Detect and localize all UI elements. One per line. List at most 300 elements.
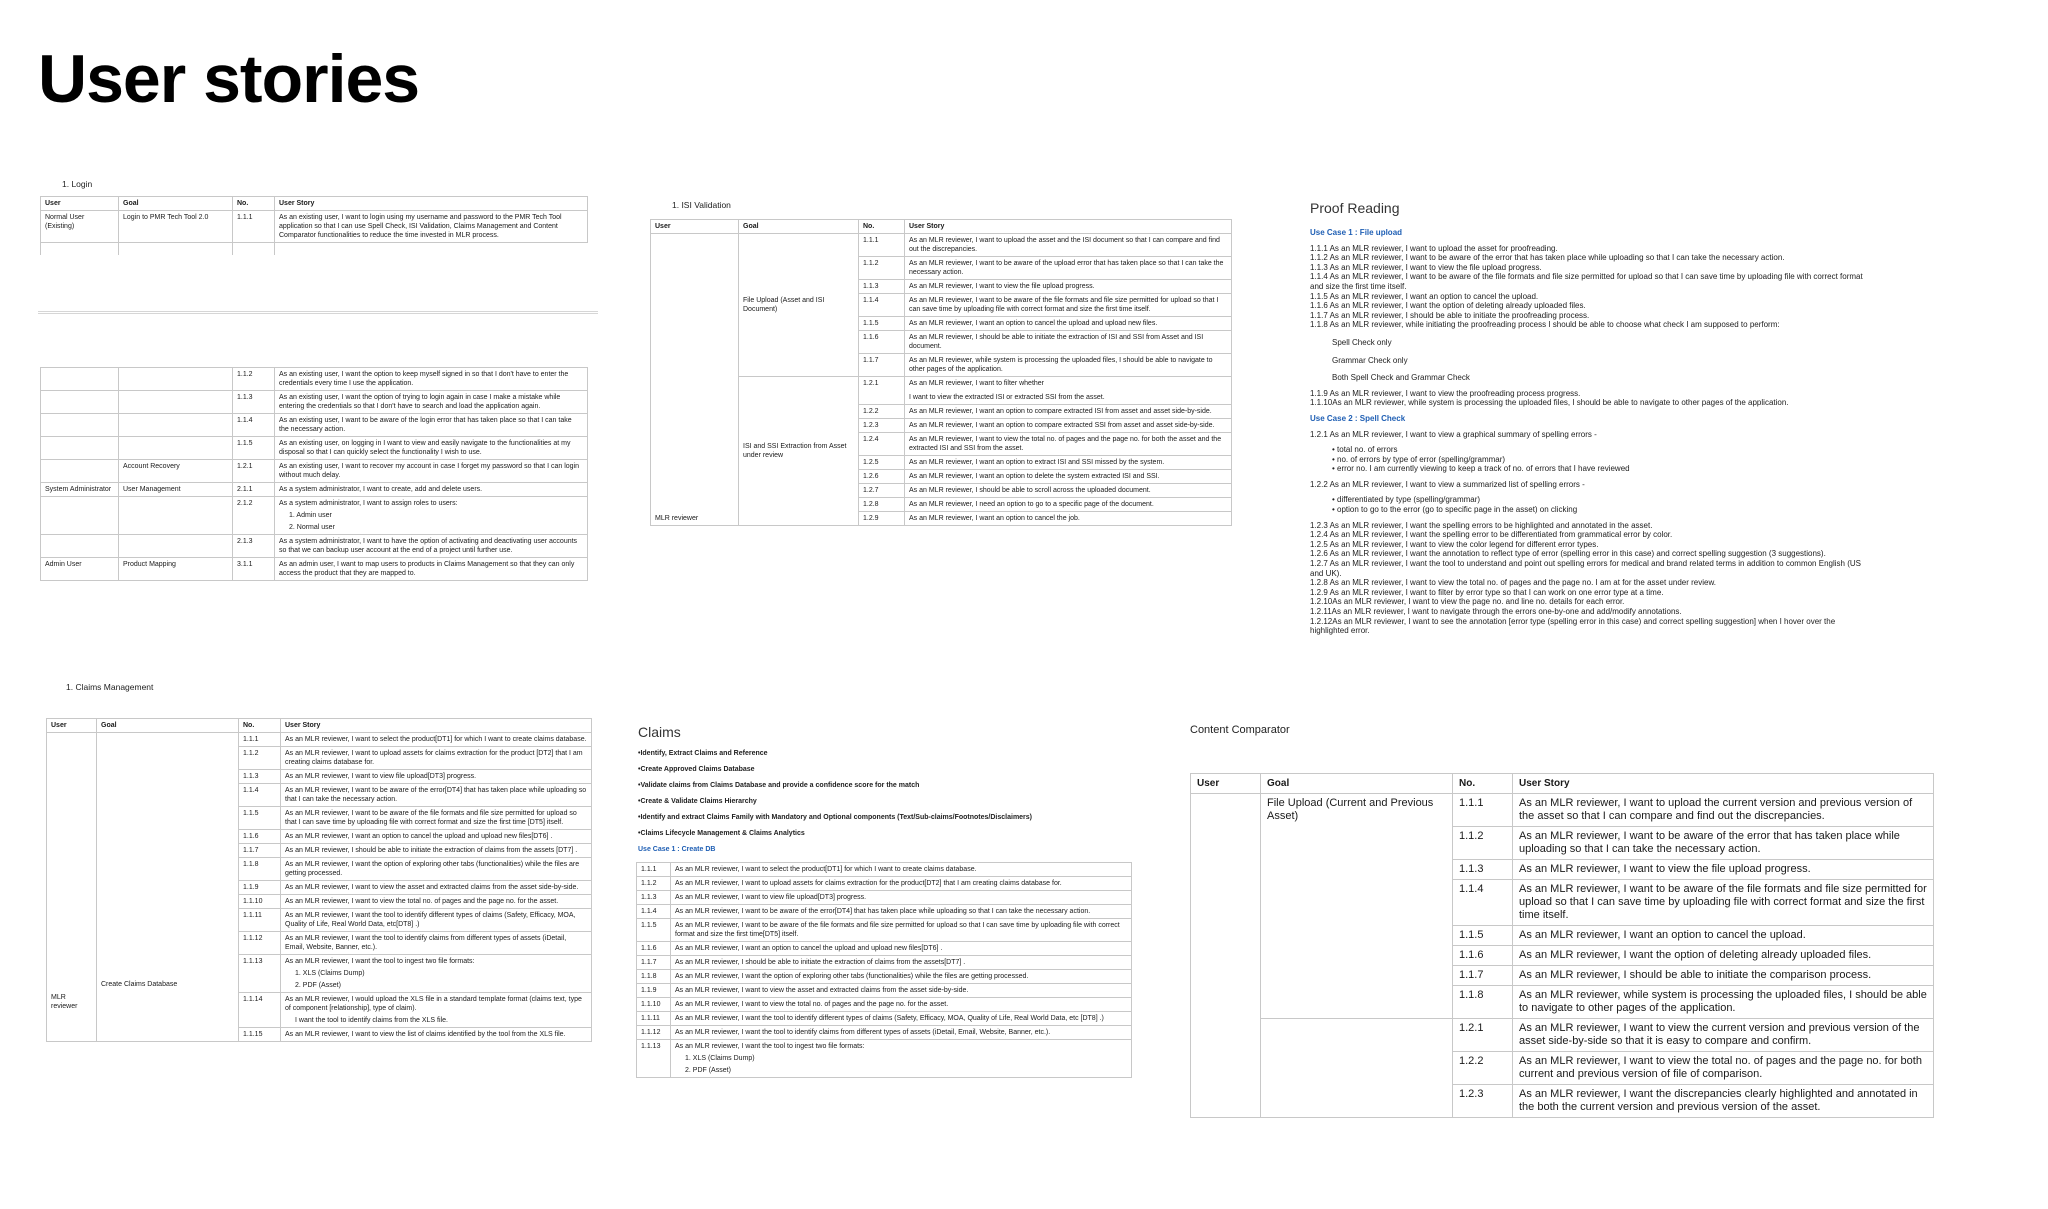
table-row (651, 234, 1232, 257)
user-story-cell (671, 998, 1132, 1012)
story-number-cell: 2.1.2 (233, 497, 275, 535)
user-story-cell (281, 858, 592, 881)
story-number-cell: 1.1.5 (637, 919, 671, 942)
story-line: 1.2.7 As an MLR reviewer, I want the tool to understand and point out spelling errors for medical and brand related terms in addition to common English (US and UK). (1310, 559, 1861, 578)
check-option: Spell Check only (1332, 337, 1392, 347)
claims-bullet: •Identify, Extract Claims and Reference (638, 750, 768, 757)
table-row (1191, 794, 1934, 827)
story-number-cell: 1.1.15 (239, 1028, 281, 1042)
login-table-bottom (40, 367, 588, 581)
story-number-cell: 1.2.1 (859, 377, 905, 405)
user-story-text: As an MLR reviewer, I want to view the file upload progress. (909, 283, 1095, 290)
col-no: No. (859, 220, 905, 234)
use-case-heading: Use Case 2 : Spell Check (1310, 413, 1406, 423)
user-story-cell (275, 414, 588, 437)
claims-mgmt-heading: 1. Claims Management (66, 682, 154, 692)
col-goal: Goal (1261, 774, 1453, 794)
user-story-text: As an MLR reviewer, I want to filter whether (909, 380, 1044, 387)
col-user: User (1191, 774, 1261, 794)
bullet-line: • differentiated by type (spelling/grammar) (1332, 495, 1481, 505)
goal-cell (119, 497, 233, 535)
user-story-cell (281, 807, 592, 830)
story-line: 1.2.5 As an MLR reviewer, I want to view the color legend for different error types. (1310, 539, 1599, 549)
goal-cell: Account Recovery (119, 460, 233, 483)
story-line: 1.2.11As an MLR reviewer, I want to navigate through the errors one-by-one and add/modify annotations. (1310, 607, 1682, 616)
user-story-subitem: 1. Admin user (289, 512, 332, 519)
user-story-text: As an MLR reviewer, I want to select the product[DT1] for which I want to create claims database. (675, 866, 977, 873)
bullet-line: • no. of errors by type of error (spelling/grammar) (1332, 454, 1506, 464)
user-story-text: As an MLR reviewer, I want to view the current version and previous version of the asset side-by-side so that it is easy to compare and confirm. (1519, 1022, 1920, 1047)
goal-cell: User Management (119, 483, 233, 497)
story-line: 1.1.3 As an MLR reviewer, I want to view the file upload progress. (1310, 262, 1542, 272)
user-story-text: As an MLR reviewer, I want an option to cancel the upload. (1519, 929, 1806, 941)
story-line: 1.1.5 As an MLR reviewer, I want an option to cancel the upload. (1310, 291, 1539, 301)
table-row (637, 1040, 1132, 1078)
table-row (637, 998, 1132, 1012)
use-case-heading: Use Case 1 : Create DB (638, 846, 716, 853)
story-number-cell: 1.1.4 (233, 414, 275, 437)
user-story-cell (275, 483, 588, 497)
story-line: 1.2.4 As an MLR reviewer, I want the spelling error to be differentiated from grammatical error by color. (1310, 530, 1673, 540)
user-story-cell (905, 512, 1232, 526)
user-story-cell (905, 234, 1232, 257)
story-line: 1.1.10As an MLR reviewer, while system is processing the uploaded files, I should be able to navigate to other pages of the application. (1310, 398, 1789, 408)
story-number-cell: 1.2.6 (859, 470, 905, 484)
story-number-cell: 1.1.2 (239, 747, 281, 770)
user-cell: MLR reviewer (47, 733, 97, 1042)
goal-cell: Login to PMR Tech Tool 2.0 (119, 211, 233, 243)
user-cell (41, 368, 119, 391)
story-number-cell: 1.1.1 (239, 733, 281, 747)
proof-reading-title: Proof Reading (1310, 200, 1400, 216)
user-story-cell (1513, 926, 1934, 946)
story-number-cell: 1.1.4 (637, 905, 671, 919)
table-row (1191, 1019, 1934, 1052)
story-number-cell: 1.2.1 (233, 460, 275, 483)
story-line: 1.2.12As an MLR reviewer, I want to see the annotation [error type (spelling error in this case) and correct spelling suggestion] when I hover over the highlighted error. (1310, 616, 1836, 636)
user-story-text: As an MLR reviewer, I want an option to cancel the upload and upload new files[DT6] . (285, 833, 553, 840)
story-number-cell: 1.2.2 (1453, 1052, 1513, 1085)
user-story-cell (671, 863, 1132, 877)
story-number-cell: 1.1.3 (637, 891, 671, 905)
user-story-cell (1513, 946, 1934, 966)
story-number-cell: 1.1.6 (859, 331, 905, 354)
claims-bullet: •Create Approved Claims Database (638, 766, 755, 773)
user-story-text: As an MLR reviewer, I want to view the asset and extracted claims from the asset side-by-side. (285, 884, 579, 891)
user-story-cell (281, 955, 592, 993)
user-story-cell (281, 895, 592, 909)
user-story-cell (281, 784, 592, 807)
user-story-cell (671, 1012, 1132, 1026)
check-option: Both Spell Check and Grammar Check (1332, 373, 1470, 383)
user-story-cell (281, 770, 592, 784)
story-number-cell: 1.1.6 (637, 942, 671, 956)
goal-cell: Create Claims Database (97, 733, 239, 1042)
table-row (637, 905, 1132, 919)
user-story-text: As an MLR reviewer, I need an option to go to a specific page of the document. (909, 501, 1154, 508)
table-row (41, 460, 588, 483)
user-story-cell (275, 437, 588, 460)
user-story-cell (671, 1040, 1132, 1078)
user-story-cell (1513, 1085, 1934, 1118)
user-story-cell (1513, 986, 1934, 1019)
user-story-cell (281, 881, 592, 895)
story-number-cell: 1.1.5 (859, 317, 905, 331)
user-story-cell (905, 498, 1232, 512)
user-story-text: As an MLR reviewer, I want to be aware of the error[DT4] that has taken place while uploading so that I can take the necessary action. (675, 908, 1091, 915)
user-story-cell (275, 211, 588, 243)
user-cell (41, 414, 119, 437)
user-story-cell (281, 830, 592, 844)
user-story-text: As an MLR reviewer, I want to be aware of the file formats and file size permitted for upload so that I can save time by uploading file with correct format and size the first time itself. (1519, 883, 1927, 921)
user-story-cell (275, 497, 588, 535)
user-story-cell (905, 470, 1232, 484)
story-number-cell: 1.1.11 (239, 909, 281, 932)
table-row (41, 437, 588, 460)
user-cell (41, 460, 119, 483)
col-goal: Goal (739, 220, 859, 234)
user-cell: Admin User (41, 558, 119, 581)
user-story-text: As an MLR reviewer, I want to upload the asset and the ISI document so that I can compare and find out the discrepancies. (909, 237, 1220, 253)
user-story-text: As an MLR reviewer, I want an option to delete the system extracted ISI and SSI. (909, 473, 1160, 480)
user-story-text: As an MLR reviewer, I should be able to initiate the comparison process. (1519, 969, 1872, 981)
user-story-text: As an MLR reviewer, I want to view file upload[DT3] progress. (675, 894, 867, 901)
user-story-cell (671, 891, 1132, 905)
story-number-cell: 1.1.12 (239, 932, 281, 955)
story-number-cell: 1.2.2 (859, 405, 905, 419)
user-story-cell (281, 1028, 592, 1042)
user-story-cell (1513, 1019, 1934, 1052)
col-goal: Goal (119, 197, 233, 211)
page-title: User stories (38, 41, 420, 117)
user-story-text: As an existing user, I want to recover my account in case I forget my password so that I can login without much delay. (279, 463, 579, 479)
use-case-heading: Use Case 1 : File upload (1310, 228, 1403, 237)
user-story-cell (671, 919, 1132, 942)
user-story-text: As an MLR reviewer, I want the tool to identify claims from different types of assets (iDetail, Email, Website, Banner, etc.). (675, 1029, 1051, 1036)
user-story-text: As an existing user, I want the option of trying to login again in case I make a mistake while entering the credentials so that I don't have to search and load the application again. (279, 394, 561, 410)
user-cell (41, 497, 119, 535)
user-story-text: As an MLR reviewer, I want the option of exploring other tabs (functionalities) while the files are getting processed. (675, 973, 1029, 980)
table-row (41, 483, 588, 497)
table-row (637, 942, 1132, 956)
user-story-text: As an existing user, on logging in I want to view and easily navigate to the functionalities at my disposal so that I can quickly select the functionality I wish to use. (279, 440, 571, 456)
user-story-text: As a system administrator, I want to create, add and delete users. (279, 486, 483, 493)
story-line: 1.1.2 As an MLR reviewer, I want to be aware of the error that has taken place while uploading so that I can take the necessary action. (1310, 253, 1785, 263)
user-story-text: As an existing user, I want the option to keep myself signed in so that I don't have to enter the credentials every time I use the application. (279, 371, 569, 387)
content-comparator-table (1190, 773, 1934, 1118)
user-story-text: As an MLR reviewer, I want an option to cancel the job. (909, 515, 1080, 522)
story-number-cell: 1.1.8 (637, 970, 671, 984)
user-story-subitem: I want the tool to identify claims from the XLS file. (295, 1017, 448, 1024)
user-story-text: As an MLR reviewer, I want to view the file upload progress. (1519, 863, 1811, 875)
login-heading: 1. Login (62, 179, 93, 189)
proof-reading-body (1310, 222, 1870, 636)
goal-cell: Product Mapping (119, 558, 233, 581)
user-cell: System Administrator (41, 483, 119, 497)
user-story-text: As an MLR reviewer, I want to be aware of the error[DT4] that has taken place while uploading so that I can take the necessary action. (285, 787, 587, 803)
table-row (41, 211, 588, 243)
user-story-cell (671, 984, 1132, 998)
story-number-cell: 1.2.5 (859, 456, 905, 470)
story-number-cell: 1.1.14 (239, 993, 281, 1028)
user-story-text: As an MLR reviewer, I want to view the total no. of pages and the page no. for the asset. (285, 898, 559, 905)
story-line: 1.2.10As an MLR reviewer, I want to view the page no. and line no. details for each error. (1310, 597, 1625, 607)
col-user-story: User Story (1513, 774, 1934, 794)
user-story-cell (275, 368, 588, 391)
col-user: User (47, 719, 97, 733)
col-user: User (651, 220, 739, 234)
user-story-text: As an MLR reviewer, I should be able to initiate the extraction of ISI and SSI from Asset and ISI document. (909, 334, 1204, 350)
user-story-text: As an MLR reviewer, I want to be aware of the file formats and file size permitted for upload so that I can save time by uploading file with correct format and size the first time[DT5] itself. (675, 922, 1120, 938)
user-story-subitem: I want to view the extracted ISI or extracted SSI from the asset. (909, 394, 1105, 401)
user-story-text: As an MLR reviewer, I want to view file upload[DT3] progress. (285, 773, 477, 780)
story-number-cell: 1.1.10 (239, 895, 281, 909)
story-line: 1.1.7 As an MLR reviewer, I should be able to initiate the proofreading process. (1310, 310, 1590, 320)
user-story-cell (281, 733, 592, 747)
col-user-story: User Story (905, 220, 1232, 234)
user-story-cell (1513, 827, 1934, 860)
user-story-text: As an MLR reviewer, I would upload the XLS file in a standard template format (claims text, type of component [relationship], type of claim). (285, 996, 582, 1012)
user-story-text: As an MLR reviewer, I want the tool to identify different types of claims (Safety, Efficacy, MOA, Quality of Life, Real World Data, etc[DT8] .) (285, 912, 576, 928)
claims-bullet: •Create & Validate Claims Hierarchy (638, 798, 757, 805)
user-story-text: As an MLR reviewer, I want to upload assets for claims extraction for the product[DT2] that I am creating claims database for. (675, 880, 1062, 887)
table-row (637, 956, 1132, 970)
table-row (41, 497, 588, 535)
story-number-cell: 2.1.1 (233, 483, 275, 497)
story-number-cell: 1.1.1 (859, 234, 905, 257)
user-story-text: As an MLR reviewer, I want to be aware of the file formats and file size permitted for upload so that I can save time by uploading file with correct format and size the first time itself. (909, 297, 1219, 313)
claims-table (636, 862, 1132, 1078)
user-story-subitem: 2. Normal user (289, 524, 335, 531)
user-story-cell (671, 942, 1132, 956)
story-number-cell: 1.1.1 (1453, 794, 1513, 827)
isi-table (650, 219, 1232, 526)
table-row (41, 558, 588, 581)
user-story-subitem: 2. PDF (Asset) (295, 982, 341, 989)
story-number-cell: 1.1.3 (239, 770, 281, 784)
bullet-line: • error no. I am currently viewing to keep a track of no. of errors that I have reviewed (1332, 464, 1630, 474)
user-story-cell (905, 354, 1232, 377)
goal-cell (119, 414, 233, 437)
story-number-cell: 1.2.9 (859, 512, 905, 526)
user-story-text: As an admin user, I want to map users to products in Claims Management so that they can only access the product that they are mapped to. (279, 561, 575, 577)
user-story-cell (281, 932, 592, 955)
story-number-cell: 1.1.10 (637, 998, 671, 1012)
story-number-cell: 1.1.9 (637, 984, 671, 998)
story-number-cell: 1.1.6 (239, 830, 281, 844)
user-story-text: As an MLR reviewer, I want the tool to identify different types of claims (Safety, Efficacy, MOA, Quality of Life, Real World Data, etc [DT8] .) (675, 1015, 1104, 1022)
table-row (41, 414, 588, 437)
goal-cell: File Upload (Asset and ISI Document) (739, 234, 859, 377)
user-story-cell (905, 377, 1232, 405)
story-number-cell: 1.1.5 (239, 807, 281, 830)
user-story-cell (905, 331, 1232, 354)
goal-cell: File Upload (Current and Previous Asset) (1261, 794, 1453, 1019)
user-story-text: As an MLR reviewer, I want the tool to ingest two file formats: (285, 958, 475, 965)
story-number-cell: 1.1.7 (239, 844, 281, 858)
story-number-cell: 1.1.5 (1453, 926, 1513, 946)
login-table-top (40, 196, 588, 255)
story-number-cell: 1.1.6 (1453, 946, 1513, 966)
user-story-text: As an MLR reviewer, I want to upload assets for claims extraction for the product [DT2] that I am creating claims database for. (285, 750, 583, 766)
user-story-cell (905, 280, 1232, 294)
table-row (637, 891, 1132, 905)
user-cell (1191, 794, 1261, 1118)
user-story-cell (281, 844, 592, 858)
col-no: No. (233, 197, 275, 211)
user-story-text: As an MLR reviewer, I want to be aware of the upload error that has taken place so that I can take the necessary action. (909, 260, 1224, 276)
col-user: User (41, 197, 119, 211)
claims-mgmt-table (46, 718, 592, 1042)
user-story-text: As an MLR reviewer, I want the option of deleting already uploaded files. (1519, 949, 1872, 961)
section-divider (38, 311, 598, 314)
table-row (637, 984, 1132, 998)
user-cell (41, 391, 119, 414)
table-row (637, 919, 1132, 942)
table-row (651, 377, 1232, 405)
story-number-cell: 1.1.4 (1453, 880, 1513, 926)
user-cell (41, 437, 119, 460)
user-story-text: As an MLR reviewer, I want to view the asset and extracted claims from the asset side-by-side. (675, 987, 969, 994)
story-number-cell: 1.1.1 (233, 211, 275, 243)
user-story-text: As an MLR reviewer, I want an option to compare extracted ISI from asset and asset side-by-side. (909, 408, 1212, 415)
story-number-cell: 1.1.2 (233, 368, 275, 391)
user-story-cell (1513, 1052, 1934, 1085)
user-story-text: As an MLR reviewer, I want an option to cancel the upload and upload new files[DT6] . (675, 945, 943, 952)
user-story-cell (905, 405, 1232, 419)
isi-heading: 1. ISI Validation (672, 200, 731, 210)
user-story-cell (905, 317, 1232, 331)
story-number-cell: 1.1.7 (859, 354, 905, 377)
table-row (47, 733, 592, 747)
user-cell (41, 535, 119, 558)
user-story-cell (281, 909, 592, 932)
user-story-text: As an MLR reviewer, I want the tool to identify claims from different types of assets (iDetail, Email, Website, Banner, etc.). (285, 935, 567, 951)
story-line: 1.1.6 As an MLR reviewer, I want the option of deleting already uploaded files. (1310, 301, 1586, 311)
user-story-text: As an MLR reviewer, I should be able to initiate the extraction of claims from the assets[DT7] . (675, 959, 966, 966)
story-number-cell: 1.1.4 (239, 784, 281, 807)
table-row (41, 243, 588, 255)
user-story-cell (671, 956, 1132, 970)
story-number-cell: 1.1.11 (637, 1012, 671, 1026)
col-user-story: User Story (275, 197, 588, 211)
user-story-text: As an MLR reviewer, I want an option to cancel the upload and upload new files. (909, 320, 1158, 327)
user-story-cell (671, 970, 1132, 984)
story-line: 1.2.1 As an MLR reviewer, I want to view a graphical summary of spelling errors - (1310, 429, 1597, 439)
story-number-cell: 1.1.12 (637, 1026, 671, 1040)
content-comparator-title: Content Comparator (1190, 724, 1290, 736)
goal-cell (119, 437, 233, 460)
user-story-cell (1513, 880, 1934, 926)
bullet-line: • total no. of errors (1332, 445, 1398, 455)
user-story-text: As an MLR reviewer, I should be able to scroll across the uploaded document. (909, 487, 1151, 494)
table-row (637, 1012, 1132, 1026)
user-story-cell (671, 877, 1132, 891)
user-story-text: As an MLR reviewer, I want an option to compare extracted SSI from asset and asset side-by-side. (909, 422, 1215, 429)
story-line: 1.2.8 As an MLR reviewer, I want to view the total no. of pages and the page no. I am at for the asset under review. (1310, 578, 1717, 588)
story-number-cell: 1.1.13 (239, 955, 281, 993)
story-number-cell: 1.1.1 (637, 863, 671, 877)
user-story-cell (671, 1026, 1132, 1040)
story-number-cell: 1.1.3 (1453, 860, 1513, 880)
story-line: 1.2.9 As an MLR reviewer, I want to filter by error type so that I can work on one error type at a time. (1310, 587, 1664, 597)
user-story-subitem: 1. XLS (Claims Dump) (295, 970, 365, 977)
story-line: 1.2.2 As an MLR reviewer, I want to view a summarized list of spelling errors - (1310, 479, 1585, 489)
user-story-subitem: 2. PDF (Asset) (685, 1067, 731, 1074)
story-number-cell: 2.1.3 (233, 535, 275, 558)
story-number-cell: 1.1.7 (1453, 966, 1513, 986)
user-story-text: As an existing user, I want to login using my username and password to the PMR Tech Tool application so that I can use Spell Check, ISI Validation, Claims Management and Content Comparator functionalities to reduce the time invested in MLR process. (279, 214, 562, 239)
user-story-cell (275, 558, 588, 581)
user-story-cell (281, 993, 592, 1028)
story-number-cell: 1.1.13 (637, 1040, 671, 1078)
story-number-cell: 1.2.3 (1453, 1085, 1513, 1118)
user-story-text: As a system administrator, I want to have the option of activating and deactivating user accounts so that we can backup user account at the end of a project until further use. (279, 538, 578, 554)
story-line: 1.2.6 As an MLR reviewer, I want the annotation to reflect type of error (spelling error in this case) and correct spelling suggestion (3 suggestions). (1310, 549, 1826, 559)
claims-bullet: •Validate claims from Claims Database and provide a confidence score for the match (638, 782, 920, 789)
user-story-subitem: 1. XLS (Claims Dump) (685, 1055, 755, 1062)
story-number-cell: 1.1.3 (859, 280, 905, 294)
user-story-cell (905, 433, 1232, 456)
claims-bullet: •Claims Lifecycle Management & Claims Analytics (638, 830, 805, 837)
story-number-cell: 1.2.4 (859, 433, 905, 456)
claims-bullet: •Identify and extract Claims Family with Mandatory and Optional components (Text/Sub-claims/Footnotes/Disclaimers) (638, 814, 1033, 821)
story-number-cell: 1.1.8 (1453, 986, 1513, 1019)
user-story-text: As an MLR reviewer, I want to be aware of the file formats and file size permitted for upload so that I can save time by uploading file with correct format and size the first time [DT5] itself. (285, 810, 577, 826)
story-number-cell: 1.1.7 (637, 956, 671, 970)
claims-title: Claims (638, 724, 681, 740)
user-story-text: As an MLR reviewer, I want to view the total no. of pages and the page no. for both the asset and the extracted ISI and SSI from the asset. (909, 436, 1222, 452)
story-number-cell: 1.1.9 (239, 881, 281, 895)
table-row (41, 535, 588, 558)
claims-bullets (638, 746, 1098, 858)
user-story-cell (281, 747, 592, 770)
user-story-text: As an MLR reviewer, I want to view the total no. of pages and the page no. for both current and previous version of file of comparison. (1519, 1055, 1922, 1080)
bullet-line: • option to go to the error (go to specific page in the asset) on clicking (1332, 505, 1578, 515)
user-story-text: As an MLR reviewer, I want the tool to ingest two file formats: (675, 1043, 865, 1050)
col-no: No. (1453, 774, 1513, 794)
user-story-cell (1513, 794, 1934, 827)
user-story-cell (1513, 966, 1934, 986)
story-number-cell: 1.2.7 (859, 484, 905, 498)
story-line: 1.1.9 As an MLR reviewer, I want to view the proofreading process progress. (1310, 388, 1581, 398)
user-story-cell (275, 391, 588, 414)
user-story-text: As an MLR reviewer, I want to view the list of claims identified by the tool from the XLS file. (285, 1031, 566, 1038)
user-cell: MLR reviewer (651, 234, 739, 526)
goal-cell (119, 368, 233, 391)
goal-cell (119, 391, 233, 414)
table-row (637, 970, 1132, 984)
story-number-cell: 1.1.2 (859, 257, 905, 280)
table-row (637, 1026, 1132, 1040)
user-story-text: As a system administrator, I want to assign roles to users: (279, 500, 458, 507)
user-cell: Normal User (Existing) (41, 211, 119, 243)
user-story-cell (905, 484, 1232, 498)
goal-cell (1261, 1019, 1453, 1118)
story-number-cell: 1.2.3 (859, 419, 905, 433)
story-number-cell: 1.1.5 (233, 437, 275, 460)
col-goal: Goal (97, 719, 239, 733)
table-row (637, 877, 1132, 891)
user-story-text: As an MLR reviewer, I want to be aware of the error that has taken place while uploading so that I can take the necessary action. (1519, 830, 1900, 855)
user-story-cell (905, 257, 1232, 280)
user-story-cell (671, 905, 1132, 919)
user-story-text: As an MLR reviewer, I should be able to initiate the extraction of claims from the assets [DT7] . (285, 847, 578, 854)
table-row (637, 863, 1132, 877)
story-number-cell: 1.1.4 (859, 294, 905, 317)
goal-cell (119, 535, 233, 558)
story-number-cell: 1.1.3 (233, 391, 275, 414)
